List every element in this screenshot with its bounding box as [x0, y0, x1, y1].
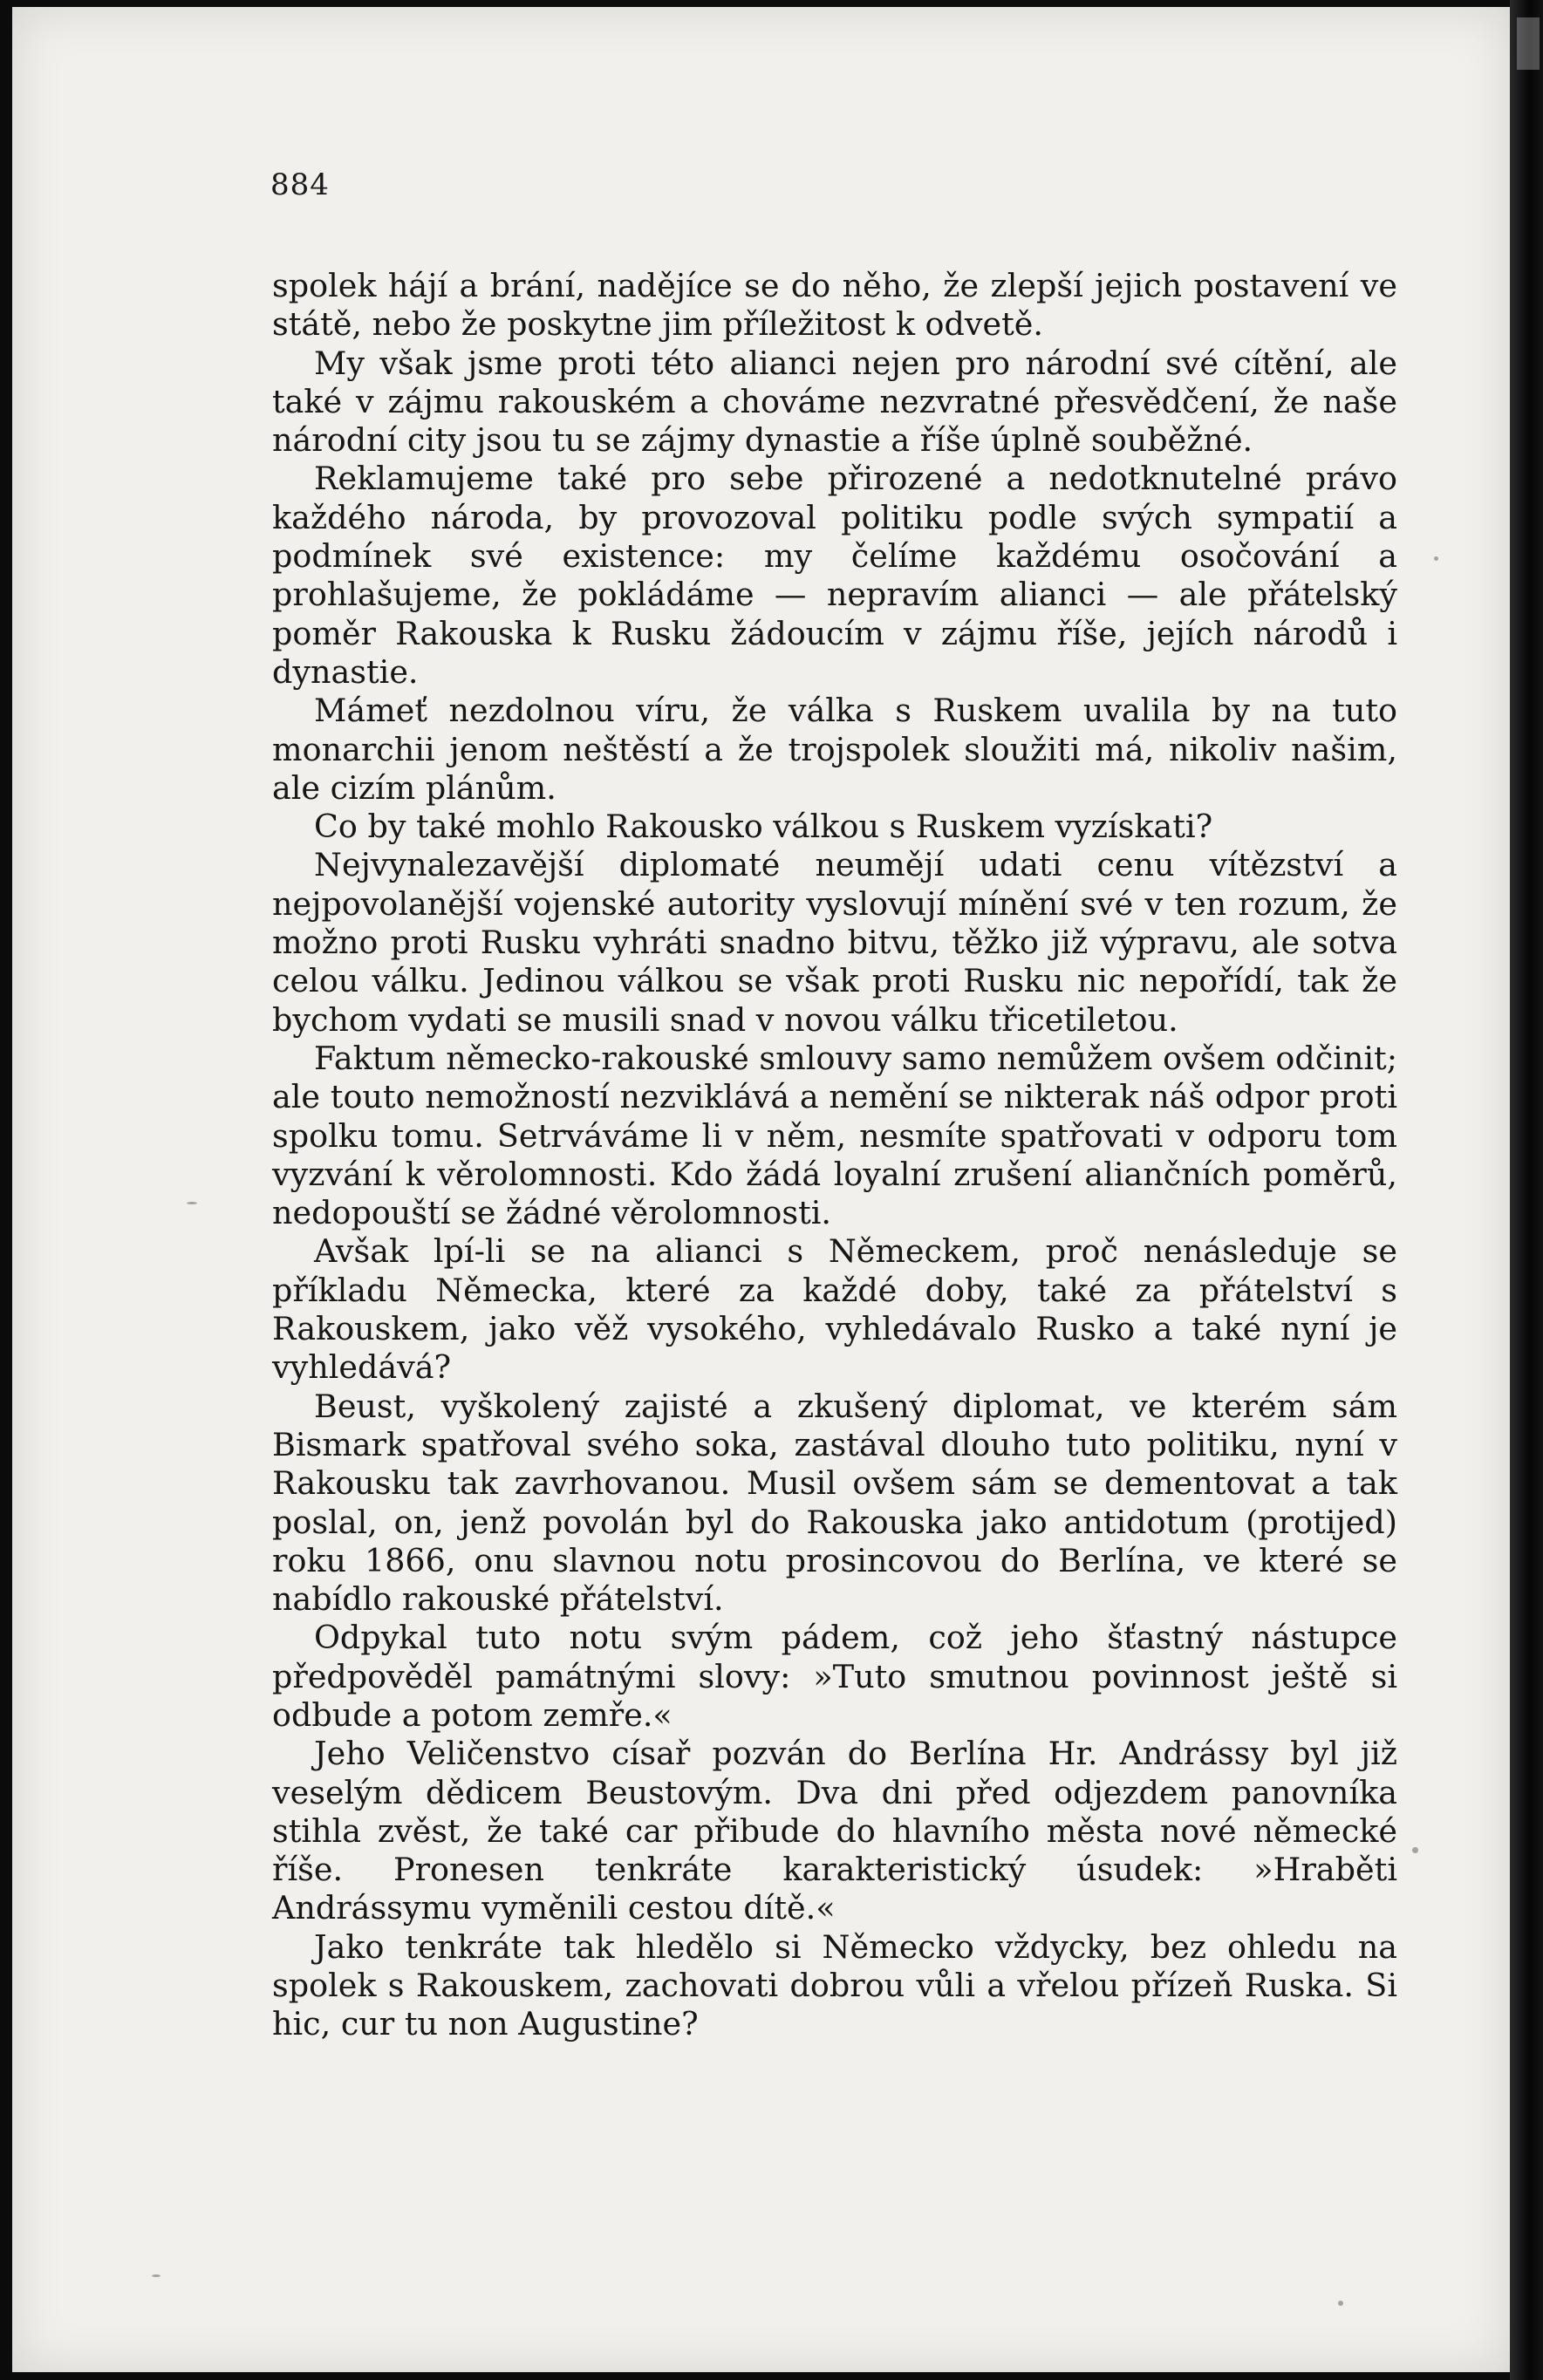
paragraph: Beust, vyškolený zajisté a zkušený diplomat, ve kterém sám Bismark spatřoval svého soka, zastával dlouho tuto politiku, nyní v Rakousku tak zavrhovanou. Musil ovšem sám se dementovat a tak poslal, on, jenž povolán byl do Rakouska jako antidotum (protijed) roku 1866, onu slavnou notu prosincovou do Berlína, ve které se nabídlo rakouské přátelství. — [272, 1387, 1397, 1619]
paragraph: Avšak lpí-li se na alianci s Německem, proč nenásleduje se příkladu Německa, které za každé doby, také za přátelství s Rakouskem, jako věž vysokého, vyhledávalo Rusko a také nyní je vyhledává? — [272, 1232, 1397, 1387]
page-number: 884 — [270, 167, 330, 202]
paragraph: Nejvynalezavější diplomaté neumějí udati cenu vítězství a nejpovolanější vojenské autority vyslovují mínění své v ten rozum, že možno proti Rusku vyhráti snadno bitvu, těžko již výpravu, ale sotva celou válku. Jedinou válkou se však proti Rusku nic nepořídí, tak že bychom vydati se musili snad v novou válku třicetiletou. — [272, 846, 1397, 1039]
paragraph: Jako tenkráte tak hledělo si Německo vždycky, bez ohledu na spolek s Rakouskem, zachovati dobrou vůli a vřelou přízeň Ruska. Si hic, cur tu non Augustine? — [272, 1927, 1397, 2043]
paragraph: Faktum německo-rakouské smlouvy samo nemůžem ovšem odčinit; ale touto nemožností nezviklává a nemění se nikterak náš odpor proti spolku tomu. Setrváváme li v něm, nesmíte spatřovati v odporu tom vyzvání k věrolomnosti. Kdo žádá loyalní zrušení aliančních poměrů, nedopouští se žádné věrolomnosti. — [272, 1039, 1397, 1232]
book-page — [12, 7, 1511, 2372]
page-edge-shadow — [1510, 0, 1543, 2380]
paper-speck — [1434, 556, 1438, 561]
paragraph: Odpykal tuto notu svým pádem, což jeho šťastný nástupce předpověděl památnými slovy: »Tuto smutnou povinnost ještě si odbude a potom zemře.« — [272, 1619, 1397, 1734]
paper-speck — [187, 1202, 197, 1204]
paragraph: Jeho Veličenstvo císař pozván do Berlína Hr. Andrássy byl již veselým dědicem Beustovým. Dva dni před odjezdem panovníka stihla zvěst, že také car přibude do hlavního města nové německé říše. Pronesen tenkráte karakteristický úsudek: »Hraběti Andrássymu vyměnili cestou dítě.« — [272, 1735, 1397, 1927]
paragraph: My však jsme proti této alianci nejen pro národní své cítění, ale také v zájmu rakouském a chováme nezvratné přesvědčení, že naše národní city jsou tu se zájmy dynastie a říše úplně souběžné. — [272, 344, 1397, 460]
paragraph: spolek hájí a brání, nadějíce se do něho, že zlepší jejich postavení ve státě, nebo že poskytne jim příležitost k odvetě. — [272, 267, 1397, 344]
paper-speck — [1338, 2301, 1343, 2306]
paper-speck — [1412, 1847, 1418, 1853]
paragraph: Reklamujeme také pro sebe přirozené a nedotknutelné právo každého národa, by provozoval politiku podle svých sympatií a podmínek své existence: my čelíme každému osočování a prohlašujeme, že pokládáme — nepravím alianci — ale přátelský poměr Rakouska k Rusku žádoucím v zájmu říše, jejích národů i dynastie. — [272, 460, 1397, 691]
paragraph: Mámeť nezdolnou víru, že válka s Ruskem uvalila by na tuto monarchii jenom neštěstí a že trojspolek sloužiti má, nikoliv našim, ale cizím plánům. — [272, 692, 1397, 807]
paper-speck — [152, 2274, 160, 2277]
body-text — [272, 267, 1397, 2044]
paragraph: Co by také mohlo Rakousko válkou s Ruskem vyzískati? — [314, 808, 1213, 846]
page-edge-notch — [1517, 17, 1540, 70]
